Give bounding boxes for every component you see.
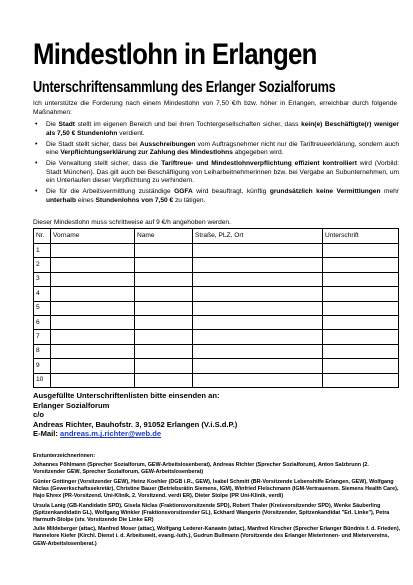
demand-text-segment: mehr [380,188,399,196]
demand-text-segment: Stundenlohns von 7,50 € [95,196,174,204]
table-row [34,373,399,387]
send-organization: Erlanger Sozialforum [33,400,110,410]
vorname-cell[interactable] [51,330,135,344]
demand-item [33,141,399,158]
signature-cell[interactable] [323,330,399,344]
table-row [34,344,399,358]
demands-list [33,121,399,208]
name-cell[interactable] [135,244,193,258]
row-number-cell: 2 [34,258,51,272]
name-cell[interactable] [135,287,193,301]
vorname-cell[interactable] [51,315,135,329]
vorname-cell[interactable] [51,301,135,315]
name-cell[interactable] [135,373,193,387]
table-row [34,301,399,315]
demand-text-segment: stellt im eigenen Bereich und bei ihren Tochtergesellschaften sicher, dass [74,121,302,128]
demand-text-segment: Die Stadt stellt sicher, dass bei [46,140,140,148]
address-cell[interactable] [193,301,323,315]
row-number-cell: 3 [34,272,51,286]
demand-text-segment: wird (Vorbild: Stadt München). Das gilt auch bei Beschäftigung von Leiharbeitnehmerinnen bzw. bei Vergabe an Subunternehmen, um ein Unterlaufen dieser Verpflichtung zu verhindern. [46,160,399,185]
signature-cell[interactable] [323,258,399,272]
signers-paragraph: Ursula Lanig (GB-Kandidatin SPD), Gisela Niclas (Fraktionsvorsitzende SPD), Robert Thaler (Kreisvorsitzender SPD), Wenke Säuberling (Spitzenkandidatin GL), Wolfgang Winkler (Fraktionsvorsitzender GL), Eckhard Wangerin (Vorsitzender, Spitzenkandidat "Erl. Linke"), Petra Harmuth-Stolpe (stv. Vorsitzende Die Linke ER) [33,502,390,523]
signature-cell[interactable] [323,287,399,301]
bullet-icon: • [35,160,38,168]
signature-cell[interactable] [323,244,399,258]
email-link[interactable]: andreas.m.j.richter@web.de [60,429,162,439]
send-to-block [33,391,237,439]
initial-signers [33,453,401,550]
signers-paragraph: Julie Mildeberger (attac), Manfred Moser (attac), Wolfgang Lederer-Kanawin (attac), Manfred Kirscher (Sprecher Erlanger Bündnis f. d. Frieden), Hannelore Kiefer (Kirchl. Dienst i. d. Arbeitswelt, evang.-luth.), Gudrun Bullmann (Vorsitzende des Erlanger Mieterinnen- und Mietervereins, GEW-Arbeitslosenberat.) [33,526,401,547]
name-cell[interactable] [135,301,193,315]
address-cell[interactable] [193,287,323,301]
column-header-signature: Unterschrift [323,229,399,244]
name-cell[interactable] [135,330,193,344]
table-row [34,258,399,272]
row-number-cell: 7 [34,330,51,344]
demand-item [33,188,399,205]
address-cell[interactable] [193,315,323,329]
address-cell[interactable] [193,258,323,272]
table-row [34,315,399,329]
name-cell[interactable] [135,315,193,329]
name-cell[interactable] [135,359,193,373]
row-number-cell: 6 [34,315,51,329]
signature-cell[interactable] [323,344,399,358]
row-number-cell: 5 [34,301,51,315]
send-address: Andreas Richter, Bauhofstr. 3, 91052 Erlangen (V.i.S.d.P.) [33,419,238,429]
signature-cell[interactable] [323,301,399,315]
demand-text-segment: unterhalb [46,196,77,204]
page-subtitle: Unterschriftensammlung des Erlanger Sozialforums [33,79,336,96]
row-number-cell: 9 [34,359,51,373]
demand-text-segment: grundsätzlich keine Vermittlungen [269,188,381,196]
table-row [34,272,399,286]
signature-table-body [34,244,399,388]
page-title: Mindestlohn in Erlangen [33,38,317,71]
email-label: E-Mail: [33,429,61,439]
signers-heading: Erstunterzeichnerinnen: [33,453,96,459]
note-text: Dieser Mindestlohn muss schrittweise auf 9 €/h angehoben werden. [33,219,231,226]
address-cell[interactable] [193,330,323,344]
demand-text-segment: Ausschreibungen [139,140,196,148]
demand-text-segment: zu tätigen. [173,196,206,204]
demand-text-segment: verdient. [117,129,145,137]
demand-text-segment: GGFA [174,188,193,196]
demand-text-segment: abgegeben wird. [232,149,284,157]
demand-text-segment: Verpflichtungserklärung zur Zahlung des Mindestlohns [60,149,233,157]
demand-text-segment: Stadt [58,121,75,128]
bullet-icon: • [35,121,38,128]
name-cell[interactable] [135,258,193,272]
send-instruction: Ausgefüllte Unterschriftenlisten bitte einsenden an: [33,391,220,400]
table-row [34,330,399,344]
vorname-cell[interactable] [51,373,135,387]
signers-paragraph: Johannes Pöhlmann (Sprecher Sozialforum, GEW-Arbeitslosenberat), Andreas Richter (Sprecher Sozialforum), Anton Salzbrunn (2. Vorsitzender GEW, Sprecher Sozialforum, GEW-Arbeitslosenberat) [33,462,369,476]
table-row [34,244,399,258]
address-cell[interactable] [193,359,323,373]
demand-text-segment: eines [76,196,96,204]
row-number-cell: 1 [34,244,51,258]
demand-text-segment: wird beauftragt, künftig [192,188,270,196]
row-number-cell: 8 [34,344,51,358]
vorname-cell[interactable] [51,244,135,258]
demand-item [33,121,399,138]
signature-cell[interactable] [323,373,399,387]
signature-table [33,228,399,388]
address-cell[interactable] [193,272,323,286]
demand-text-segment: Die Verwaltung stellt sicher, dass die [46,160,162,168]
row-number-cell: 4 [34,287,51,301]
table-row [34,359,399,373]
column-header-vorname: Vorname [51,229,135,244]
intro-text: Ich unterstütze die Forderung nach einem Mindestlohn von 7,50 €/h bzw. höher in Erlangen, erreichbar durch folgende Maßnahmen: [33,100,397,116]
demand-item [33,160,399,186]
demand-text-segment: Tariftreue- und Mindestlohnverpflichtung effizient kontrolliert [161,160,357,168]
demand-text-segment: kein(e) Beschäftigte(r) weniger als 7,50 € Stundenlohn [46,121,399,137]
bullet-icon: • [35,188,38,196]
address-cell[interactable] [193,344,323,358]
demand-text-segment: vom Auftragsnehmer nicht nur die Tariftreueerklärung, sondern auch eine [46,140,400,157]
vorname-cell[interactable] [51,258,135,272]
name-cell[interactable] [135,344,193,358]
send-email-line [33,429,237,439]
table-row [34,287,399,301]
address-cell[interactable] [193,373,323,387]
vorname-cell[interactable] [51,344,135,358]
signature-cell[interactable] [323,315,399,329]
vorname-cell[interactable] [51,287,135,301]
bullet-icon: • [35,140,38,148]
table-header-row [34,229,399,244]
signers-paragraph: Günter Gottinger (Vorsitzender GEW), Heinz Koehler (DGB i.R., GEW), Isabel Schmitt (BR-Vorsitzende Lebenshilfe Erlangen, GEW), Wolfgang Niclas (Gewerkschaftssekretär), Christine Bauer (Betriebsrätin Siemens, IGM), Winfried Fleischmann (IGM-Vertrauensm. Siemens Health Care), Hajo Ehrex (PR-Vorsitzend. Uni-Klinik, 2. Vorsitzend. verdi ER), Dieter Stolpe (PR Uni-Klinik, verdi) [33,478,399,499]
name-cell[interactable] [135,272,193,286]
demand-text-segment: Die für die Arbeitsvermittlung zuständige [46,188,175,196]
signature-cell[interactable] [323,359,399,373]
demand-text-segment: Die [46,121,59,128]
vorname-cell[interactable] [51,359,135,373]
address-cell[interactable] [193,244,323,258]
column-header-name: Name [135,229,193,244]
row-number-cell: 10 [34,373,51,387]
signature-cell[interactable] [323,272,399,286]
column-header-nr: Nr. [34,229,51,244]
vorname-cell[interactable] [51,272,135,286]
send-care-of: c/o [33,410,44,420]
column-header-address: Straße, PLZ, Ort [193,229,323,244]
